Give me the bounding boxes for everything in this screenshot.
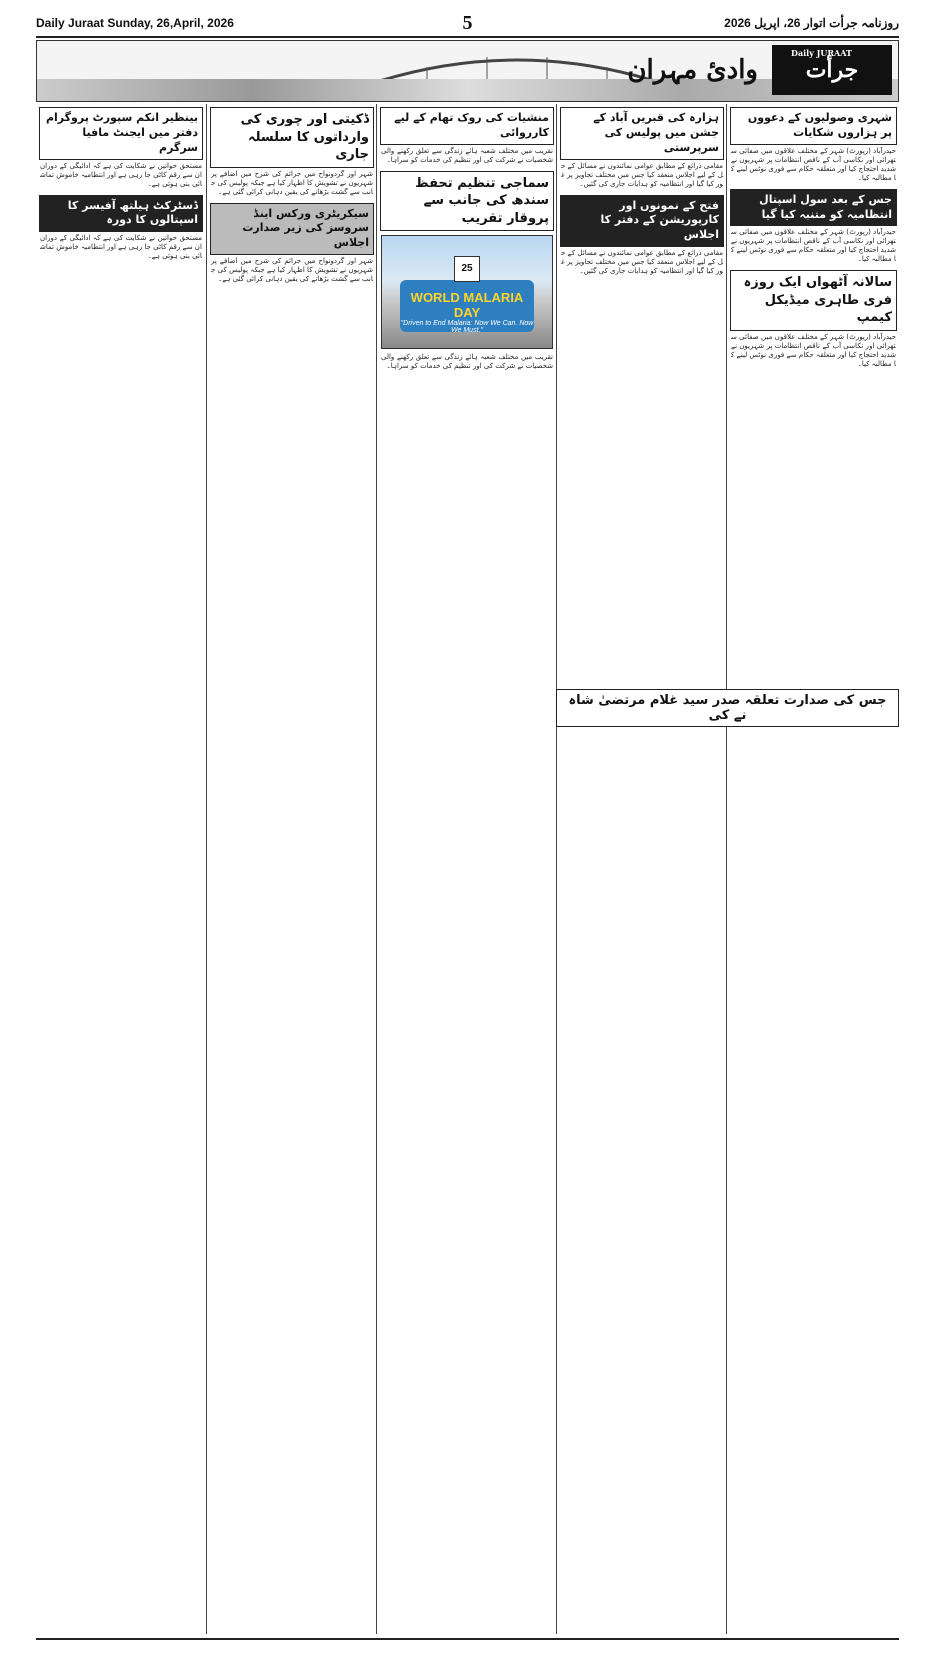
page-number: 5 — [462, 12, 473, 34]
column-2 — [206, 104, 377, 1634]
column-3 — [376, 104, 557, 1634]
urdu-dateline: روزنامہ جرأت اتوار 26، اپریل 2026 — [724, 16, 899, 30]
column-4 — [556, 104, 727, 1634]
supplement-title: وادیٔ مہران — [627, 55, 758, 85]
article-body: حیدرآباد (رپورٹ) شہر کے مختلف علاقوں میں صفائی ستھرائی اور نکاسی آب کے ناقص انتظامات پر شہریوں نے شدید احتجاج کیا اور متعلقہ حکام سے فوری نوٹس لینے کا مطالبہ کیا۔ — [731, 333, 896, 369]
headline: ڈسٹرکٹ ہیلتھ آفیسر کا اسپتالوں کا دورہ — [39, 195, 203, 233]
headline: سالانہ آٹھواں ایک روزہ فری طاہری میڈیکل کیمپ — [730, 270, 897, 331]
logo-text: جرأت — [805, 57, 859, 83]
headline: ڈکیتی اور چوری کی وارداتوں کا سلسلہ جاری — [210, 107, 374, 168]
malaria-day-banner — [400, 263, 534, 335]
headline: منشیات کی روک تھام کے لیے کارروائی — [380, 107, 554, 145]
newspaper-logo — [772, 45, 892, 95]
english-dateline: Daily Juraat Sunday, 26,April, 2026 — [36, 16, 234, 30]
headline: جس کے بعد سول اسپتال انتظامیہ کو متنبہ کیا گیا — [730, 189, 897, 227]
article-body: مقامی ذرائع کے مطابق عوامی نمائندوں نے مسائل کے حل کے لیے اجلاس منعقد کیا جس میں مختلف تجاویز پر غور کیا گیا اور انتظامیہ کو ہدایات جاری کی گئیں۔ — [561, 161, 723, 188]
headline: سماجی تنظیم تحفظ سندھ کی جانب سے پروقار تقریب — [380, 171, 554, 232]
article-body: تقریب میں مختلف شعبہ ہائے زندگی سے تعلق رکھنے والی شخصیات نے شرکت کی اور تنظیم کی خدمات کو سراہا۔ — [381, 146, 553, 164]
banner-subtitle: "Driven to End Malaria: Now We Can. Now We Must." — [400, 320, 534, 335]
column-1 — [36, 104, 206, 1634]
headline: شہری وصولیوں کے دعووں پر ہزاروں شکایات — [730, 107, 897, 145]
logo-small: Daily JURAAT — [791, 48, 852, 58]
top-dateline — [36, 14, 899, 38]
masthead — [36, 40, 899, 102]
article-body: مستحق خواتین نے شکایت کی ہے کہ ادائیگی کے دوران ان سے رقم کاٹی جا رہی ہے اور انتظامیہ خاموش تماشائی بنی ہوئی ہے۔ — [40, 161, 202, 188]
headline: ہزارہ کی قبریں آباد کے جشن میں پولیس کی سرپرستی — [560, 107, 724, 160]
column-5 — [726, 104, 900, 1634]
event-photo — [381, 235, 553, 349]
span-headline: جس کی صدارت تعلقہ صدر سید غلام مرتضیٰ شاہ نے کی — [556, 689, 899, 727]
article-grid — [36, 104, 899, 1634]
date-badge: 25 — [454, 256, 480, 282]
article-body: شہر اور گردونواح میں جرائم کی شرح میں اضافے پر شہریوں نے تشویش کا اظہار کیا ہے جبکہ پولیس کی جانب سے گشت بڑھانے کی یقین دہانی کرائی گئی ہے۔ — [211, 257, 373, 284]
headline: بینظیر انکم سپورٹ پروگرام دفتر میں ایجنٹ مافیا سرگرم — [39, 107, 203, 160]
footer-rule — [36, 1638, 899, 1640]
article-body: شہر اور گردونواح میں جرائم کی شرح میں اضافے پر شہریوں نے تشویش کا اظہار کیا ہے جبکہ پولیس کی جانب سے گشت بڑھانے کی یقین دہانی کرائی گئی ہے۔ — [211, 169, 373, 196]
article-body: حیدرآباد (رپورٹ) شہر کے مختلف علاقوں میں صفائی ستھرائی اور نکاسی آب کے ناقص انتظامات پر شہریوں نے شدید احتجاج کیا اور متعلقہ حکام سے فوری نوٹس لینے کا مطالبہ کیا۔ — [731, 228, 896, 264]
article-body: مستحق خواتین نے شکایت کی ہے کہ ادائیگی کے دوران ان سے رقم کاٹی جا رہی ہے اور انتظامیہ خاموش تماشائی بنی ہوئی ہے۔ — [40, 234, 202, 261]
banner-title: WORLD MALARIA DAY — [410, 290, 524, 321]
skyline-band — [37, 79, 898, 101]
headline: فتح کے نمونوں اور کارپوریشن کے دفتر کا اجلاس — [560, 195, 724, 248]
article-body: تقریب میں مختلف شعبہ ہائے زندگی سے تعلق رکھنے والی شخصیات نے شرکت کی اور تنظیم کی خدمات کو سراہا۔ — [381, 353, 553, 371]
article-body: حیدرآباد (رپورٹ) شہر کے مختلف علاقوں میں صفائی ستھرائی اور نکاسی آب کے ناقص انتظامات پر شہریوں نے شدید احتجاج کیا اور متعلقہ حکام سے فوری نوٹس لینے کا مطالبہ کیا۔ — [731, 146, 896, 182]
headline: سیکریٹری ورکس اینڈ سروسز کی زیر صدارت اجلاس — [210, 203, 374, 256]
article-body: مقامی ذرائع کے مطابق عوامی نمائندوں نے مسائل کے حل کے لیے اجلاس منعقد کیا جس میں مختلف تجاویز پر غور کیا گیا اور انتظامیہ کو ہدایات جاری کی گئیں۔ — [561, 249, 723, 276]
